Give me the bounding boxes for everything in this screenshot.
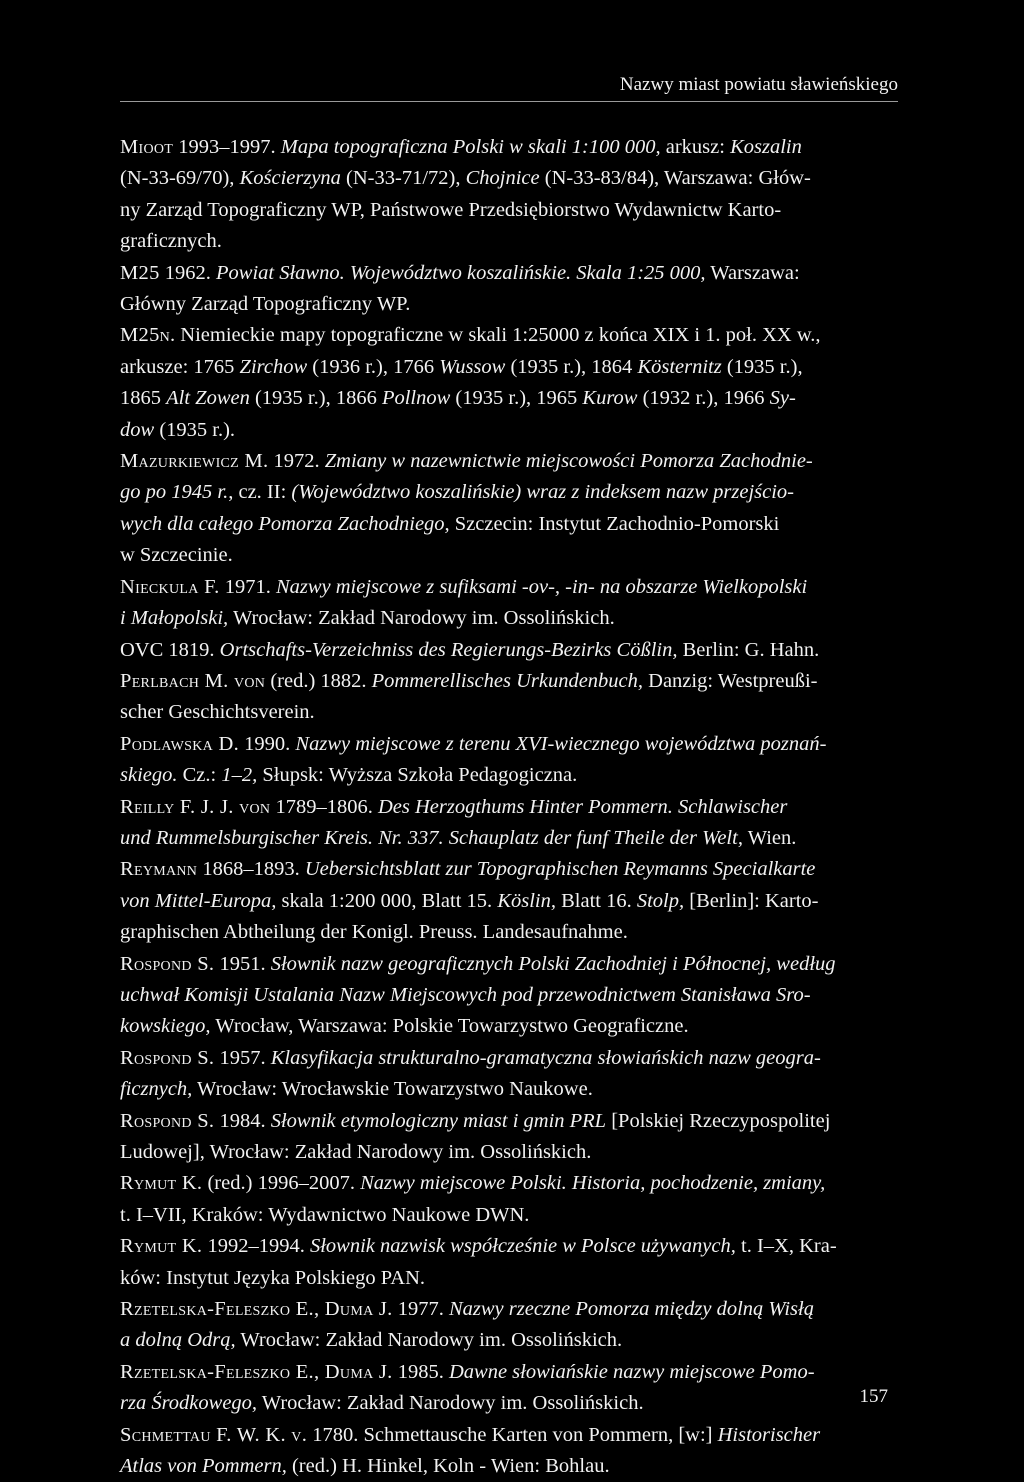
entry-line xyxy=(120,666,900,697)
entry-text: 1990. xyxy=(239,732,296,755)
entry-line xyxy=(120,540,900,571)
entry-text: [Berlin]: Karto- xyxy=(684,889,819,912)
entry-line xyxy=(120,383,900,414)
entry-text: Wrocław: Zakład Narodowy im. Ossolińskich. xyxy=(228,607,615,630)
work-title: Nazwy rzeczne Pomorza między dolną Wisłą xyxy=(448,1298,814,1321)
entry-line xyxy=(120,886,900,917)
work-title: und Rummelsburgischer Kreis. Nr. 337. Schauplatz der funf Theile der Welt, xyxy=(120,826,743,849)
author-name: Rospond S. xyxy=(120,1109,215,1132)
work-title: Koszalin xyxy=(730,136,802,158)
entry-line xyxy=(120,1200,900,1231)
entry-text: 1789–1806. xyxy=(270,795,378,818)
work-title: Klasyfikacja strukturalno-gramatyczna słowiańskich nazw geogra- xyxy=(270,1046,821,1069)
author-name: Rzetelska-Feleszko E., Duma J. xyxy=(120,1360,393,1383)
entry-text: Berlin: G. Hahn. xyxy=(677,638,820,661)
work-title: Zirchow xyxy=(239,355,308,378)
work-title: Słownik nazw geograficznych Polski Zachodniej i Północnej, według xyxy=(270,952,836,975)
entry-text: t. I–X, Kra- xyxy=(735,1235,837,1258)
entry-line xyxy=(120,729,900,760)
work-title: Kościerzyna xyxy=(239,167,341,190)
entry-line xyxy=(120,226,900,257)
work-title: ficznych, xyxy=(120,1078,193,1101)
entry-text: t. I–VII, Kraków: Wydawnictwo Naukowe DWN. xyxy=(120,1203,530,1226)
entry-line xyxy=(120,1137,900,1168)
entry-line xyxy=(120,1168,900,1199)
entry-text: 1951. xyxy=(214,952,271,975)
entry-text: 1868–1893. xyxy=(197,858,305,881)
entry-line xyxy=(120,1011,900,1042)
entry-text: (N-33-71/72), xyxy=(340,167,466,190)
work-title: Kösternitz xyxy=(637,355,722,378)
entry-line xyxy=(120,980,900,1011)
author-name: Rospond S. xyxy=(120,952,215,975)
entry-text: skala 1:200 000, Blatt 15. xyxy=(276,889,498,912)
entry-line xyxy=(120,477,900,508)
bibliography-entry xyxy=(120,320,900,446)
header-rule xyxy=(120,101,898,102)
entry-line xyxy=(120,1388,900,1419)
work-title: Zmiany w nazewnictwie miejscowości Pomorza Zachodnie- xyxy=(324,450,813,473)
bibliography-entry xyxy=(120,258,900,321)
entry-text: 1972. xyxy=(268,450,325,473)
work-title: i Małopolski, xyxy=(120,607,229,630)
entry-text: Ludowej], Wrocław: Zakład Narodowy im. Ossolińskich. xyxy=(120,1141,592,1163)
bibliography-entry xyxy=(120,1357,900,1420)
entry-text: 1977. xyxy=(392,1298,449,1321)
entry-line xyxy=(120,163,900,194)
entry-text: graficznych. xyxy=(120,230,222,253)
work-title: a dolną Odrą, xyxy=(120,1329,236,1352)
entry-text: 1865 xyxy=(120,387,167,410)
entry-text: 1985. xyxy=(392,1360,449,1383)
work-title: Sy- xyxy=(769,387,796,410)
entry-line xyxy=(120,760,900,791)
entry-line xyxy=(120,949,900,980)
entry-text: 1993–1997. xyxy=(173,136,281,158)
work-title: rza Środkowego, xyxy=(120,1392,258,1415)
author-name: Rymut K. xyxy=(120,1172,203,1195)
author-name: Mazurkiewicz M. xyxy=(120,450,269,473)
author-name: Nieckula F. xyxy=(120,575,220,598)
entry-text: (red.) 1996–2007. xyxy=(202,1172,361,1195)
entry-text: Słupsk: Wyższa Szkoła Pedagogiczna. xyxy=(257,764,578,787)
entry-text: (1932 r.), 1966 xyxy=(637,387,770,410)
author-name: Reymann xyxy=(120,858,198,881)
entry-text: 1971. xyxy=(219,575,276,598)
work-title: Ortschafts-Verzeichniss des Regierungs-Bezirks Cößlin, xyxy=(219,638,678,661)
bibliography-entry xyxy=(120,1168,900,1231)
entry-line xyxy=(120,446,900,477)
work-title: Alt Zowen xyxy=(166,387,250,410)
entry-line xyxy=(120,132,900,163)
entry-text: arkusz: xyxy=(660,136,731,158)
entry-text: (N-33-83/84), Warszawa: Głów- xyxy=(539,167,811,190)
entry-text: (N-33-69/70), xyxy=(120,167,240,190)
entry-text: scher Geschichtsverein. xyxy=(120,701,315,724)
work-title: Köslin, xyxy=(497,889,556,912)
work-title: Historischer xyxy=(717,1423,821,1446)
work-title: wych dla całego Pomorza Zachodniego, xyxy=(120,512,450,535)
work-title: uchwał Komisji Ustalania Nazw Miejscowych pod przewodnictwem Stanisława Sro- xyxy=(120,983,811,1006)
author-name: Mioot xyxy=(120,136,174,158)
work-title: Nazwy miejscowe Polski. Historia, pochodzenie, zmiany, xyxy=(360,1172,826,1195)
entry-line xyxy=(120,823,900,854)
entry-line xyxy=(120,1263,900,1294)
entry-line xyxy=(120,1420,900,1451)
bibliography-entry xyxy=(120,132,900,258)
author-name: Rymut K. xyxy=(120,1235,203,1258)
work-title: Nazwy miejscowe z terenu XVI-wiecznego województwa poznań- xyxy=(295,732,827,755)
entry-line xyxy=(120,697,900,728)
entry-text: 1984. xyxy=(214,1109,271,1132)
entry-line xyxy=(120,603,900,634)
entry-text: Wrocław: Wrocławskie Towarzystwo Naukowe. xyxy=(192,1078,593,1101)
entry-text: Szczecin: Instytut Zachodnio-Pomorski xyxy=(449,512,780,535)
author-name: Reilly F. J. J. von xyxy=(120,795,271,818)
entry-text: ny Zarząd Topograficzny WP, Państwowe Przedsiębiorstwo Wydawnictw Karto- xyxy=(120,198,782,221)
author-name: Perlbach M. von xyxy=(120,669,266,692)
work-title: Pommerellisches Urkundenbuch, xyxy=(371,669,644,692)
author-name: M25 xyxy=(120,261,160,284)
entry-text: Warszawa: xyxy=(705,261,800,284)
work-title: skiego. xyxy=(120,764,178,787)
work-title: Des Herzogthums Hinter Pommern. Schlawischer xyxy=(377,795,788,818)
entry-text: (1936 r.), 1766 xyxy=(307,355,440,378)
entry-line xyxy=(120,1294,900,1325)
entry-text: graphischen Abtheilung der Konigl. Preuss. Landesaufnahme. xyxy=(120,921,628,944)
entry-text: Blatt 16. xyxy=(555,889,637,912)
bibliography-entry xyxy=(120,446,900,572)
work-title: kowskiego, xyxy=(120,1015,211,1038)
entry-line xyxy=(120,1357,900,1388)
bibliography-list xyxy=(120,132,900,1482)
author-name: M25n xyxy=(120,324,171,347)
work-title: go po 1945 r. xyxy=(120,481,229,504)
entry-line xyxy=(120,917,900,948)
bibliography-entry xyxy=(120,635,900,666)
entry-text: Wrocław: Zakład Narodowy im. Ossolińskich. xyxy=(235,1329,623,1352)
running-head: Nazwy miast powiatu sławieńskiego xyxy=(619,74,898,95)
work-title: Kurow xyxy=(582,387,638,410)
entry-line xyxy=(120,635,900,666)
entry-text: Cz.: xyxy=(177,764,222,787)
work-title: Mapa topograficzna Polski w skali 1:100 000, xyxy=(280,136,661,158)
entry-text: Wien. xyxy=(742,826,797,849)
bibliography-entry xyxy=(120,666,900,729)
entry-line xyxy=(120,195,900,226)
entry-text: 1780. Schmettausche Karten von Pommern, [w:] xyxy=(307,1423,718,1446)
author-name: Podlawska D. xyxy=(120,732,240,755)
entry-line xyxy=(120,352,900,383)
entry-line xyxy=(120,1451,900,1482)
entry-text: Wrocław: Zakład Narodowy im. Ossolińskich. xyxy=(257,1392,644,1415)
entry-text: (1935 r.), 1866 xyxy=(249,387,382,410)
entry-text: Danzig: Westpreußi- xyxy=(643,669,818,692)
entry-line xyxy=(120,572,900,603)
work-title: Uebersichtsblatt zur Topographischen Reymanns Specialkarte xyxy=(304,858,816,881)
entry-text: Wrocław, Warszawa: Polskie Towarzystwo Geograficzne. xyxy=(210,1015,689,1038)
author-name: Rzetelska-Feleszko E., Duma J. xyxy=(120,1298,393,1321)
work-title: 1–2, xyxy=(221,764,258,787)
work-title: Stolp, xyxy=(636,889,685,912)
author-name: Schmettau F. W. K. v. xyxy=(120,1423,308,1446)
entry-text: (1935 r.). xyxy=(154,418,236,441)
entry-line xyxy=(120,258,900,289)
entry-line xyxy=(120,320,900,351)
work-title: Chojnice xyxy=(465,167,540,190)
bibliography-entry xyxy=(120,1294,900,1357)
entry-text: (red.) H. Hinkel, Koln - Wien: Bohlau. xyxy=(286,1455,610,1478)
entry-line xyxy=(120,1043,900,1074)
entry-line xyxy=(120,509,900,540)
entry-line xyxy=(120,415,900,446)
entry-text: (1935 r.), 1965 xyxy=(450,387,583,410)
work-title: dow xyxy=(120,418,155,441)
entry-text: w Szczecinie. xyxy=(120,544,233,567)
work-title: (Województwo koszalińskie) wraz z indeksem nazw przejścio- xyxy=(291,481,795,504)
entry-line xyxy=(120,1231,900,1262)
page-number: 157 xyxy=(859,1386,888,1407)
bibliography-entry xyxy=(120,949,900,1043)
work-title: von Mittel-Europa, xyxy=(120,889,277,912)
entry-text: Główny Zarząd Topograficzny WP. xyxy=(120,293,411,316)
entry-text: 1957. xyxy=(214,1046,271,1069)
entry-text: (1935 r.), 1864 xyxy=(505,355,638,378)
work-title: Słownik nazwisk współcześnie w Polsce używanych, xyxy=(309,1235,736,1258)
entry-text: . Niemieckie mapy topograficzne w skali 1:25000 z końca XIX i 1. poł. XX w., xyxy=(170,324,821,347)
work-title: Słownik etymologiczny miast i gmin PRL xyxy=(270,1109,607,1132)
entry-line xyxy=(120,854,900,885)
bibliography-entry xyxy=(120,792,900,855)
bibliography-entry xyxy=(120,1231,900,1294)
work-title: Pollnow xyxy=(381,387,451,410)
bibliography-entry xyxy=(120,1106,900,1169)
author-name: Rospond S. xyxy=(120,1046,215,1069)
entry-line xyxy=(120,1074,900,1105)
entry-text: arkusze: 1765 xyxy=(120,355,240,378)
entry-line xyxy=(120,1325,900,1356)
entry-line xyxy=(120,289,900,320)
entry-text: , cz. II: xyxy=(228,481,292,504)
entry-text: OVC 1819. xyxy=(120,638,220,661)
bibliography-entry xyxy=(120,572,900,635)
work-title: Powiat Sławno. Województwo koszalińskie. Skala 1:25 000, xyxy=(216,261,706,284)
entry-text: ków: Instytut Języka Polskiego PAN. xyxy=(120,1266,426,1289)
entry-line xyxy=(120,792,900,823)
entry-line xyxy=(120,1106,900,1137)
bibliography-entry xyxy=(120,854,900,948)
work-title: Dawne słowiańskie nazwy miejscowe Pomo- xyxy=(448,1360,815,1383)
entry-text: (1935 r.), xyxy=(721,355,803,378)
entry-text: 1992–1994. xyxy=(202,1235,310,1258)
bibliography-entry xyxy=(120,1043,900,1106)
work-title: Nazwy miejscowe z sufiksami -ov-, -in- na obszarze Wielkopolski xyxy=(275,575,808,598)
bibliography-entry xyxy=(120,729,900,792)
work-title: Atlas von Pommern, xyxy=(120,1455,287,1478)
entry-text: 1962. xyxy=(159,261,217,284)
entry-text: [Polskiej Rzeczypospolitej xyxy=(606,1109,831,1132)
entry-text: (red.) 1882. xyxy=(265,669,372,692)
work-title: Wussow xyxy=(439,355,506,378)
